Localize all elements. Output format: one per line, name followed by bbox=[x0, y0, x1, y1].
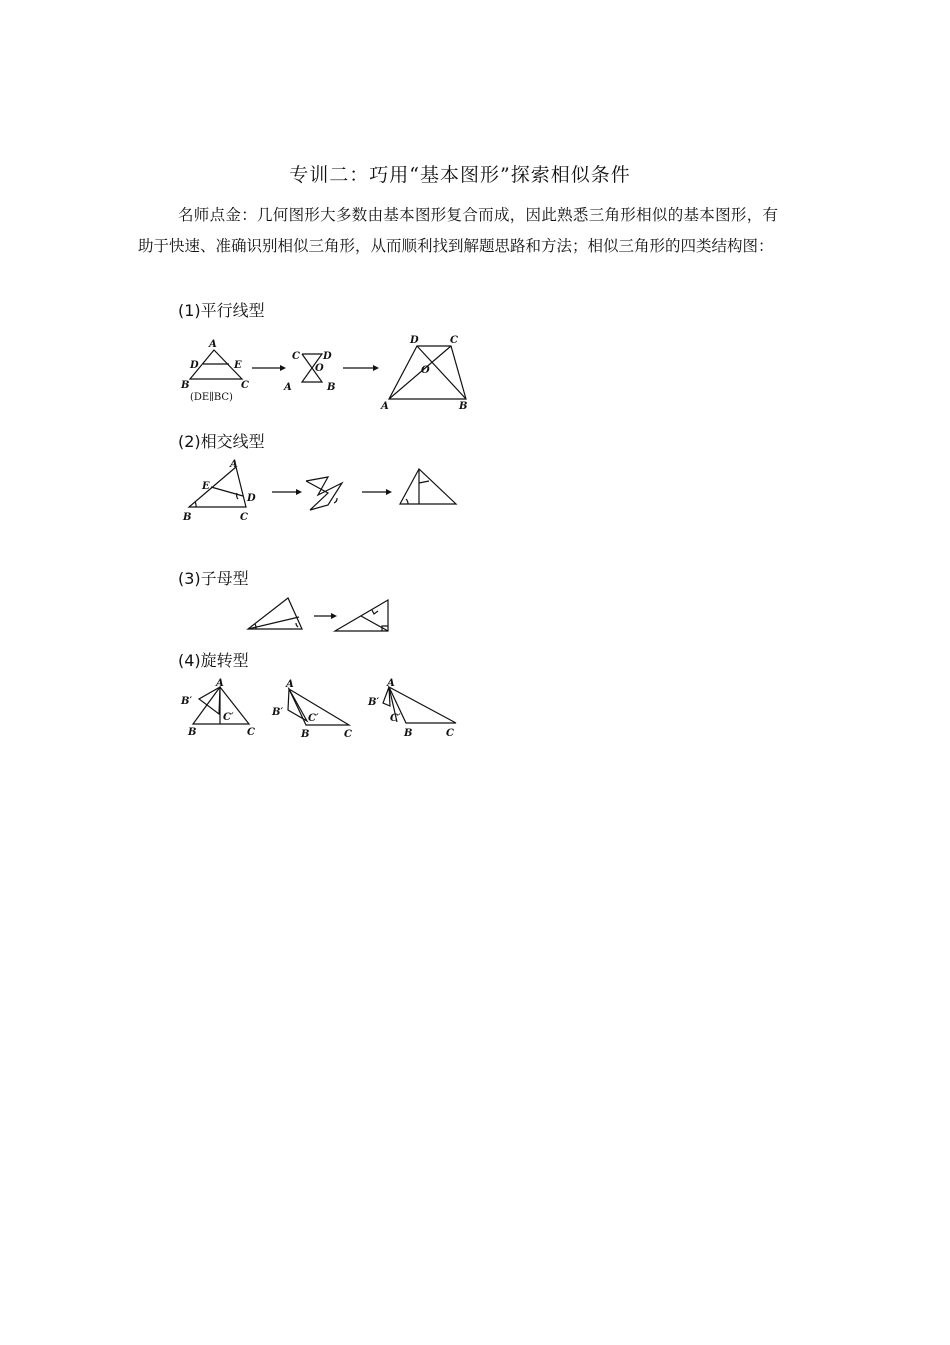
trapezoid-figure bbox=[380, 335, 467, 412]
label-e: E bbox=[234, 360, 242, 371]
hourglass-figure bbox=[283, 351, 335, 393]
label-a: A bbox=[216, 678, 224, 689]
label-c-prime: C′ bbox=[308, 713, 319, 724]
arrow-right-icon bbox=[252, 365, 286, 371]
label-c: C bbox=[292, 351, 300, 362]
label-b: B bbox=[459, 401, 468, 412]
label-a: A bbox=[286, 679, 294, 690]
label-c: C bbox=[247, 727, 255, 738]
arrow-right-icon bbox=[272, 489, 302, 495]
label-b: B bbox=[183, 512, 192, 523]
label-o: O bbox=[315, 363, 324, 374]
figure-intersecting-type bbox=[170, 455, 470, 525]
intro-paragraph: 名师点金：几何图形大多数由基本图形复合而成，因此熟悉三角形相似的基本图形，有助于快速、准确识别相似三角形，从而顺利找到解题思路和方法；相似三角形的四类结构图： bbox=[138, 206, 778, 255]
label-c-prime: C′ bbox=[223, 712, 234, 723]
section-label-mother-child: (3)子母型 bbox=[178, 569, 249, 588]
label-b-prime: B′ bbox=[272, 707, 284, 718]
right-triangle-figure bbox=[335, 600, 388, 631]
label-c: C bbox=[240, 512, 248, 523]
label-c: C bbox=[446, 728, 454, 739]
label-c: C bbox=[344, 729, 352, 740]
triangle-with-ed bbox=[182, 459, 256, 523]
label-a: A bbox=[284, 382, 292, 393]
crossed-triangles-figure bbox=[306, 477, 342, 510]
label-c: C bbox=[241, 380, 249, 391]
section-label-intersecting: (2)相交线型 bbox=[178, 432, 265, 451]
figure-rotation-type bbox=[176, 675, 466, 745]
label-b: B bbox=[404, 728, 413, 739]
figure-mother-child-type bbox=[240, 593, 410, 638]
nested-triangle-figure bbox=[400, 469, 456, 504]
label-d: D bbox=[247, 493, 256, 504]
label-c-prime: C′ bbox=[390, 713, 401, 724]
arrow-right-icon bbox=[362, 489, 392, 495]
label-e: E bbox=[202, 481, 210, 492]
arrow-right-icon bbox=[314, 613, 337, 619]
label-b-prime: B′ bbox=[368, 697, 380, 708]
label-a: A bbox=[387, 678, 395, 689]
label-a: A bbox=[381, 401, 389, 412]
figure-parallel-type bbox=[170, 332, 490, 422]
section-label-rotation: (4)旋转型 bbox=[178, 651, 249, 670]
label-b: B bbox=[327, 382, 336, 393]
label-c: C bbox=[450, 335, 458, 346]
label-b: B bbox=[301, 729, 310, 740]
label-d: D bbox=[190, 360, 199, 371]
label-b-prime: B′ bbox=[181, 696, 193, 707]
section-label-parallel: (1)平行线型 bbox=[178, 301, 265, 320]
right-triangle-with-altitude bbox=[248, 598, 302, 629]
arrow-right-icon bbox=[343, 365, 379, 371]
label-a: A bbox=[230, 459, 238, 470]
label-a: A bbox=[209, 339, 217, 350]
label-b: B bbox=[181, 380, 190, 391]
rotation-figure-3 bbox=[367, 678, 456, 739]
label-d: D bbox=[410, 335, 419, 346]
rotation-figure-1 bbox=[180, 678, 255, 738]
caption-de-parallel-bc: (DE∥BC) bbox=[190, 392, 233, 403]
rotation-figure-2 bbox=[271, 679, 352, 740]
label-o: O bbox=[421, 365, 430, 376]
label-d: D bbox=[323, 351, 332, 362]
label-b: B bbox=[188, 727, 197, 738]
page-title: 专训二：巧用“基本图形”探索相似条件 bbox=[289, 164, 631, 186]
triangle-de-parallel-bc bbox=[180, 339, 249, 403]
